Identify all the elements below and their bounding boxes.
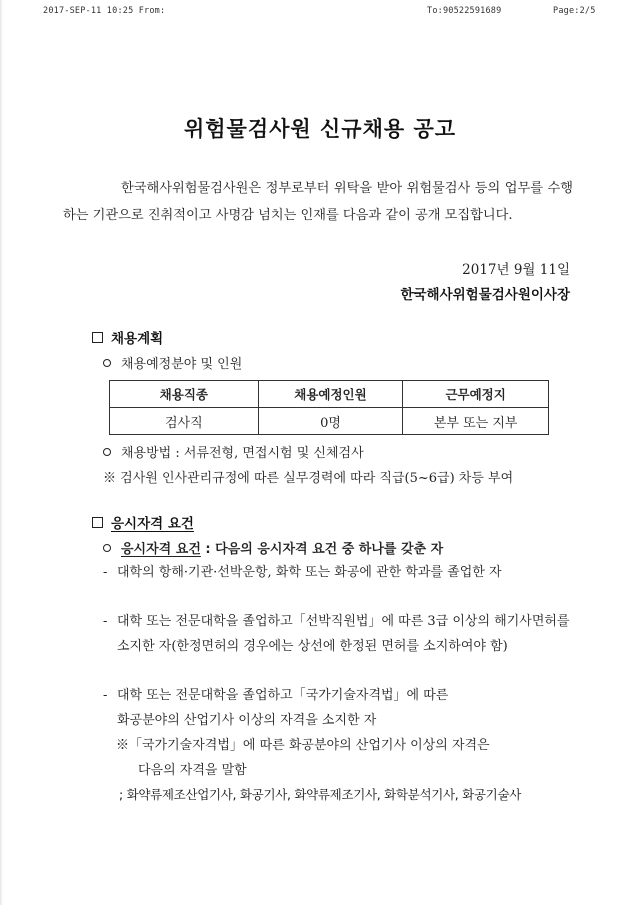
checkbox-bullet-icon: [92, 517, 103, 528]
recruitment-table: [109, 380, 549, 435]
dash-bullet: -: [103, 565, 108, 580]
table-cell-job-type: 검사직: [110, 408, 259, 435]
qualification-note: [116, 733, 576, 783]
eligibility-subheading-text: : 다음의 응시자격 요건 중 하나를 갖춘 자: [200, 542, 444, 557]
fax-header: [0, 6, 640, 20]
grade-note: ※ 검사원 인사관리규정에 따른 실무경력에 따라 직급(5~6급) 차등 부여: [103, 471, 514, 486]
intro-paragraph: 한국해사위험물검사원은 정부로부터 위탁을 받아 위험물검사 등의 업무를 수행하는 기관으로 진취적이고 사명감 넘치는 인재를 다음과 같이 공개 모집합니다.: [63, 181, 573, 223]
section-heading-eligibility: [92, 512, 194, 532]
announcement-date: 2017년 9월 11일: [462, 262, 570, 278]
eligibility-item-1: [103, 560, 573, 585]
fax-page-number: Page:2/5: [553, 6, 596, 16]
eligibility-item-text-line1: 대학 또는 전문대학을 졸업하고「국가기술자격법」에 따른: [117, 688, 449, 703]
eligibility-subheading-label: 응시자격 요건: [121, 542, 201, 557]
dash-bullet: -: [103, 688, 108, 703]
eligibility-item-3: [103, 683, 573, 733]
table-cell-work-location: 본부 또는 지부: [403, 408, 549, 435]
subheading-field-and-headcount: [103, 353, 242, 372]
recruitment-method: [103, 442, 364, 461]
table-header-row: [110, 381, 549, 408]
eligibility-subheading: [103, 538, 443, 557]
section-heading-label: 응시자격 요건: [111, 516, 194, 532]
document-title: 위험물검사원 신규채용 공고: [183, 117, 457, 141]
dash-bullet: -: [103, 614, 108, 629]
checkbox-bullet-icon: [92, 332, 103, 343]
table-header-headcount: 채용예정인원: [258, 381, 403, 408]
table-row: [110, 408, 549, 435]
recruitment-method-text: 채용방법 : 서류전형, 면접시험 및 신체검사: [121, 446, 364, 461]
qualification-list: ; 화약류제조산업기사, 화공기사, 화약류제조기사, 화학분석기사, 화공기술사: [119, 787, 521, 802]
eligibility-item-text-line2: 화공분야의 산업기사 이상의 자격을 소지한 자: [117, 713, 377, 728]
eligibility-item-text: 대학 또는 전문대학을 졸업하고「선박직원법」에 따른 3급 이상의 해기사면허를 소지한 자(한정면허의 경우에는 상선에 한정된 면허를 소지하여야 함): [117, 614, 570, 654]
qualification-note-line1: ※「국가기술자격법」에 따른 화공분야의 산업기사 이상의 자격은: [116, 738, 490, 753]
circle-bullet-icon: [103, 544, 111, 552]
table-cell-headcount: 0명: [258, 408, 403, 435]
fax-sent-time: 2017-SEP-11 10:25 From:: [43, 6, 166, 16]
circle-bullet-icon: [103, 448, 111, 456]
qualification-note-line2: 다음의 자격을 말함: [138, 763, 247, 778]
section-heading-recruitment-plan: [92, 327, 163, 347]
circle-bullet-icon: [103, 359, 111, 367]
table-header-job-type: 채용직종: [110, 381, 259, 408]
issuer-signature: 한국해사위험물검사원이사장: [400, 287, 570, 303]
fax-recipient: To:90522591689: [427, 6, 502, 16]
eligibility-item-2: [103, 609, 573, 659]
section-heading-label: 채용계획: [111, 331, 164, 347]
subheading-label: 채용예정분야 및 인원: [121, 357, 243, 372]
eligibility-item-text: 대학의 항해·기관·선박운항, 화학 또는 화공에 관한 학과를 졸업한 자: [117, 565, 502, 580]
table-header-work-location: 근무예정지: [403, 381, 549, 408]
